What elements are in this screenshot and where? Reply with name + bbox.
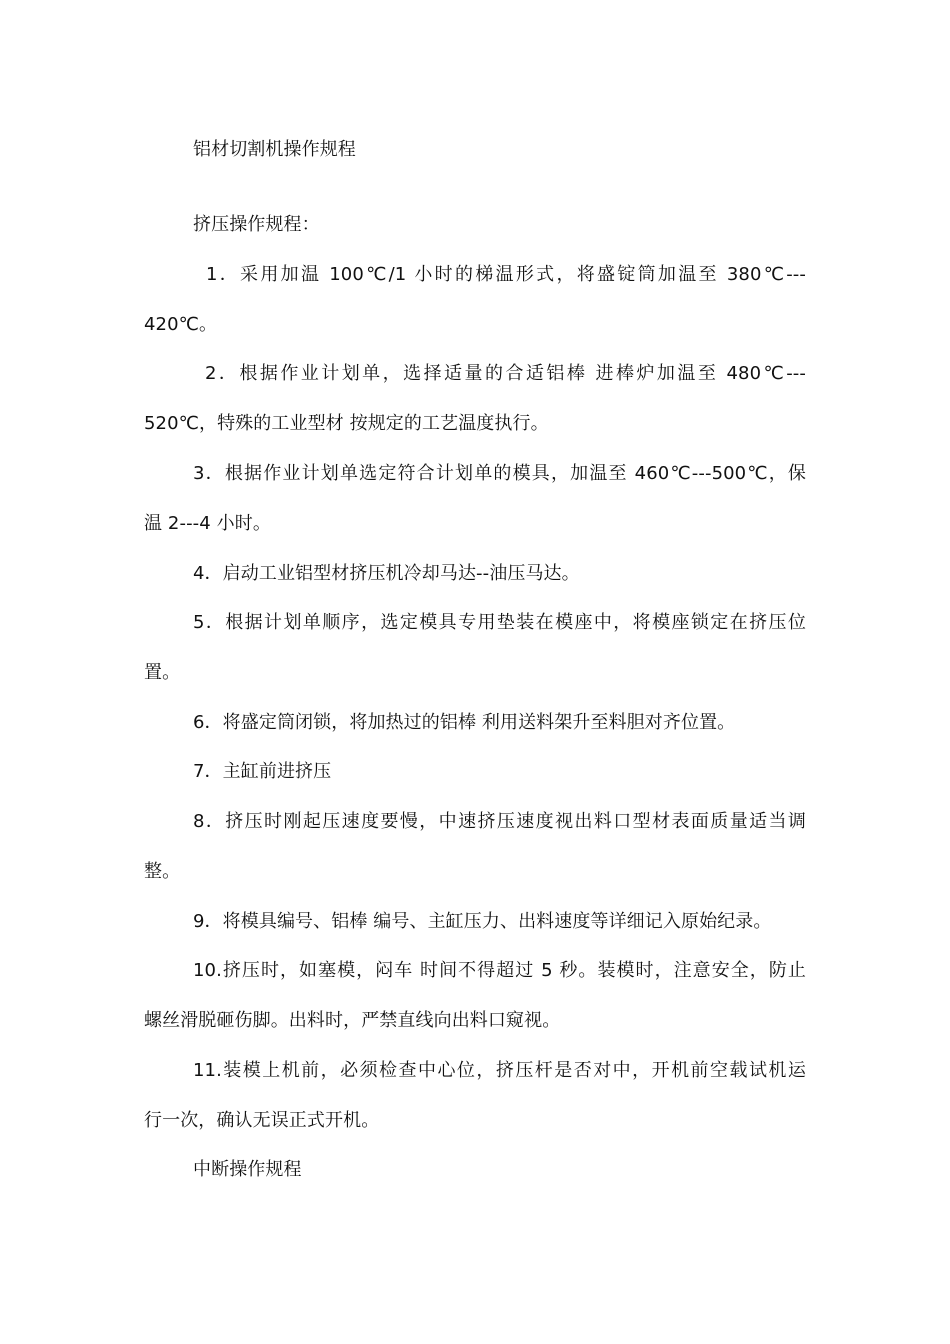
list-item-3-line-1: 3．根据作业计划单选定符合计划单的模具，加温至 460℃---500℃，保	[193, 463, 806, 484]
document-title: 铝材切割机操作规程	[193, 139, 356, 160]
list-item-11-line-2: 行一次，确认无误正式开机。	[144, 1110, 380, 1131]
list-item-1-line-2: 420℃。	[144, 314, 218, 335]
list-item-5-line-1: 5．根据计划单顺序，选定模具专用垫装在模座中，将模座锁定在挤压位	[193, 612, 806, 633]
list-item-4-line-1: 4．启动工业铝型材挤压机冷却马达--油压马达。	[193, 563, 580, 584]
list-item-11-line-1: 11.装模上机前，必须检查中心位，挤压杆是否对中，开机前空载试机运	[193, 1060, 806, 1081]
list-item-1-line-1: 1．采用加温 100℃/1 小时的梯温形式，将盛锭筒加温至 380℃---	[206, 264, 806, 285]
list-item-2-line-2: 520℃，特殊的工业型材 按规定的工艺温度执行。	[144, 413, 549, 434]
list-item-8-line-1: 8．挤压时刚起压速度要慢，中速挤压速度视出料口型材表面质量适当调	[193, 811, 806, 832]
section-heading-extrusion: 挤压操作规程：	[193, 214, 320, 235]
list-item-2-line-1: 2．根据作业计划单，选择适量的合适铝棒 进棒炉加温至 480℃---	[205, 363, 806, 384]
list-item-6-line-1: 6．将盛定筒闭锁，将加热过的铝棒 利用送料架升至料胆对齐位置。	[193, 712, 736, 733]
list-item-8-line-2: 整。	[144, 861, 181, 882]
section-heading-interrupt: 中断操作规程	[193, 1159, 302, 1180]
list-item-3-line-2: 温 2---4 小时。	[144, 513, 271, 534]
list-item-10-line-1: 10.挤压时，如塞模，闷车 时间不得超过 5 秒。装模时，注意安全，防止	[193, 960, 806, 981]
list-item-10-line-2: 螺丝滑脱砸伤脚。出料时，严禁直线向出料口窥视。	[144, 1010, 561, 1031]
list-item-7-line-1: 7．主缸前进挤压	[193, 761, 332, 782]
list-item-5-line-2: 置。	[144, 662, 181, 683]
list-item-9-line-1: 9．将模具编号、铝棒 编号、主缸压力、出料速度等详细记入原始纪录。	[193, 911, 772, 932]
